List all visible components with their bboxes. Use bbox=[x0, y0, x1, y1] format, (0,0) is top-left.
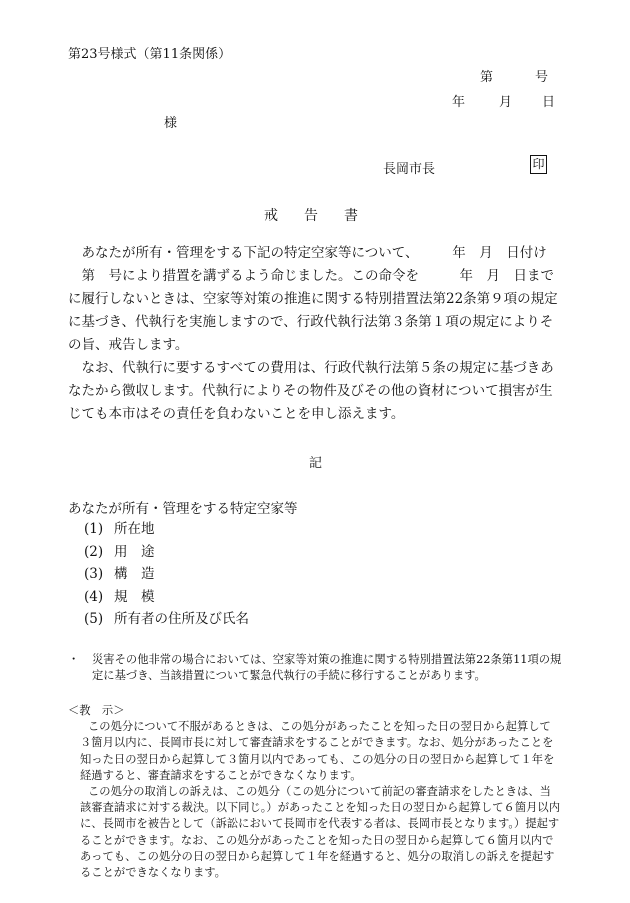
document-number-suffix: 号 bbox=[535, 70, 549, 85]
notice-line: ることができます。なお、この処分があったことを知った日の翌日から起算して６箇月以内で bbox=[80, 833, 554, 847]
note-line: 災害その他非常の場合においては、空家等対策の推進に関する特別措置法第22条第11項の規 bbox=[92, 653, 562, 666]
ki-heading: 記 bbox=[309, 456, 323, 471]
seal-box: 印 bbox=[530, 155, 547, 174]
item-number: (1) bbox=[84, 521, 104, 537]
notice-line: 該審査請求に対する裁決。以下同じ。）があったことを知った日の翌日から起算して６箇月以内 bbox=[80, 801, 561, 815]
note-bullet: ・ bbox=[68, 653, 80, 666]
title-char-3: 書 bbox=[344, 208, 358, 224]
body-line: なお、代執行に要するすべての費用は、行政代執行法第５条の規定に基づきあ bbox=[68, 360, 554, 376]
body-line: なたから徴収します。代執行によりその物件及びその他の資材について損害が生 bbox=[68, 383, 553, 399]
item-label: 構 造 bbox=[114, 566, 155, 582]
note-line: 定に基づき、当該措置について緊急代執行の手続に移行することがあります。 bbox=[92, 669, 486, 682]
notice-line: 知った日の翌日から起算して３箇月以内であっても、この処分の日の翌日から起算して１年を bbox=[80, 752, 555, 766]
notice-line: 経過すると、審査請求をすることができなくなります。 bbox=[80, 768, 362, 782]
body-line: じても本市はその責任を負わないことを申し添えます。 bbox=[68, 406, 405, 422]
form-number: 第23号様式（第11条関係） bbox=[68, 47, 232, 62]
notice-line: に、長岡市を被告として（訴訟において長岡市を代表する者は、長岡市長となります。）提起す bbox=[80, 817, 560, 831]
body-line: に履行しないときは、空家等対策の推進に関する特別措置法第22条第９項の規定 bbox=[68, 291, 558, 307]
issue-date-month: 月 bbox=[499, 95, 513, 110]
title-char-1: 戒 bbox=[264, 208, 278, 224]
document-number bbox=[480, 66, 548, 85]
title-char-2: 告 bbox=[304, 208, 318, 224]
notice-line: この処分の取消しの訴えは、この処分（この処分について前記の審査請求をしたときは、当 bbox=[88, 784, 551, 798]
body-line: に基づき、代執行を実施しますので、行政代執行法第３条第１項の規定によりそ bbox=[68, 314, 554, 330]
item-label: 所在地 bbox=[114, 521, 155, 537]
list-item bbox=[84, 563, 249, 586]
list-item bbox=[84, 518, 249, 541]
notice-line: あっても、この処分の日の翌日から起算して１年を経過すると、処分の取消しの訴えを提起す bbox=[80, 849, 555, 863]
issue-date-year: 年 bbox=[452, 95, 466, 110]
item-label: 用 途 bbox=[114, 543, 155, 560]
item-label: 規 模 bbox=[114, 588, 155, 605]
issue-date bbox=[452, 91, 555, 110]
document-number-prefix: 第 bbox=[480, 70, 494, 85]
item-number: (5) bbox=[84, 611, 104, 627]
notice-heading: ＜教 示＞ bbox=[68, 704, 125, 717]
addressee: 様 bbox=[164, 116, 178, 131]
item-number: (4) bbox=[84, 588, 104, 605]
body-paragraph-1 bbox=[68, 242, 564, 357]
list-item bbox=[84, 608, 249, 631]
notice-line: この処分について不服があるときは、この処分があったことを知った日の翌日から起算して bbox=[88, 720, 551, 734]
body-line: 第 号により措置を講ずるよう命じました。この命令を 年 月 日まで bbox=[68, 268, 554, 284]
body-line: あなたが所有・管理をする下記の特定空家等について、 年 月 日付け bbox=[68, 245, 547, 261]
legal-notice bbox=[68, 703, 568, 881]
body-paragraph-2 bbox=[68, 357, 564, 426]
document-title bbox=[264, 205, 384, 225]
target-item-list bbox=[84, 518, 249, 631]
list-item bbox=[84, 541, 249, 564]
notice-line: ３箇月以内に、長岡市長に対して審査請求をすることができます。なお、処分があったことを bbox=[80, 736, 554, 750]
issue-date-day: 日 bbox=[542, 95, 556, 110]
item-number: (3) bbox=[84, 566, 104, 582]
list-item bbox=[84, 586, 249, 609]
issuer-name: 長岡市長 bbox=[383, 162, 436, 177]
notice-line: ることができなくなります。 bbox=[80, 865, 226, 879]
target-heading: あなたが所有・管理をする特定空家等 bbox=[68, 501, 298, 517]
item-label: 所有者の住所及び氏名 bbox=[114, 611, 249, 627]
body-line: の旨、戒告します。 bbox=[68, 337, 189, 353]
item-number: (2) bbox=[84, 543, 104, 560]
